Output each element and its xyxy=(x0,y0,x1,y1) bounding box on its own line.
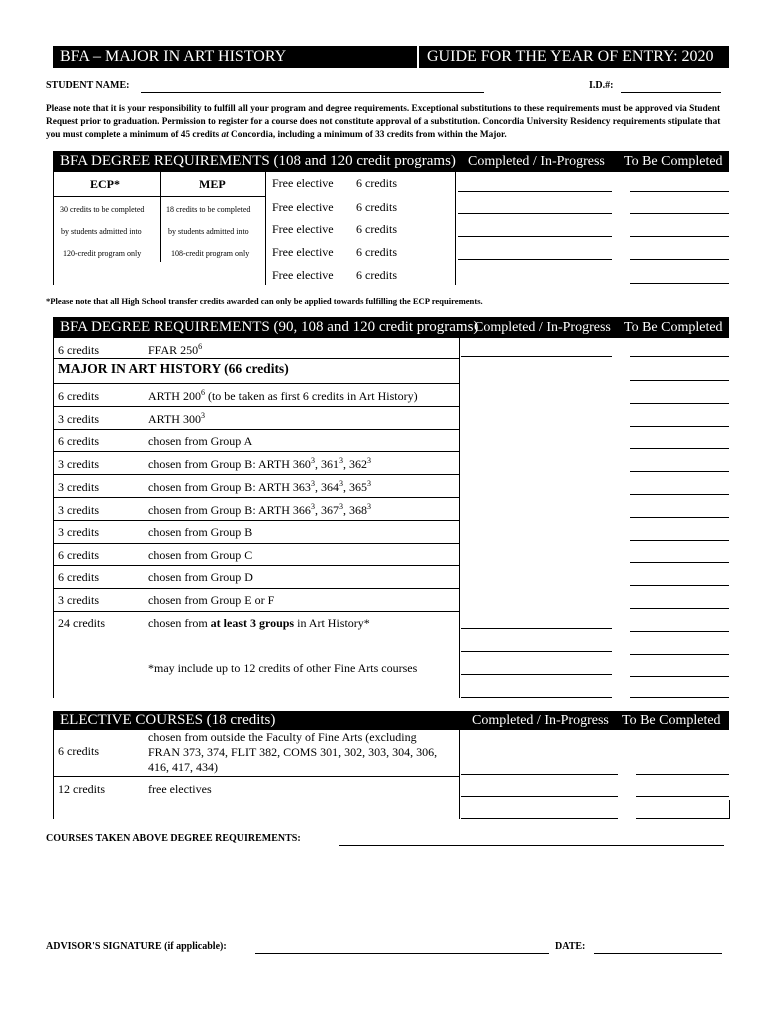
section3-col-tobe: To Be Completed xyxy=(622,713,721,728)
advisor-signature-field[interactable] xyxy=(255,953,549,954)
s2-tobe-field-3[interactable] xyxy=(630,403,729,404)
header-title-left: BFA – MAJOR IN ART HISTORY xyxy=(60,48,287,65)
s2-tobe-field-7[interactable] xyxy=(630,494,729,495)
mep-line-2: by students admitted into xyxy=(168,227,249,236)
free-elective-credits-1: 6 credits xyxy=(356,176,397,190)
free-elective-credits-4: 6 credits xyxy=(356,245,397,259)
major-row-course: ARTH $300^3$ xyxy=(148,411,205,426)
major-row-course: chosen from Group B: ARTH $363^3$, $364^3$, $365^3$ xyxy=(148,479,371,494)
major-row-credits: 6 credits xyxy=(58,548,99,562)
student-name-label: STUDENT NAME: xyxy=(46,80,130,91)
s2-completed-field-5[interactable] xyxy=(461,697,612,698)
section1-header xyxy=(53,151,729,172)
elective-row1-line1: chosen from outside the Faculty of Fine Arts (excluding xyxy=(148,730,417,744)
major-row-credits: 6 credits xyxy=(58,570,99,584)
courses-above-label: COURSES TAKEN ABOVE DEGREE REQUIREMENTS: xyxy=(46,833,301,844)
major-row-course: chosen from Group B: ARTH $360^3$, $361^3$, $362^3$ xyxy=(148,456,371,471)
major-row-course: chosen from Group D xyxy=(148,570,253,584)
student-name-field[interactable] xyxy=(141,92,484,93)
header-title-right: GUIDE FOR THE YEAR OF ENTRY: 2020 xyxy=(427,48,714,65)
s2-tobe-field-2[interactable] xyxy=(630,380,729,381)
s1-completed-field-2[interactable] xyxy=(458,213,612,214)
s2-tobe-field-12[interactable] xyxy=(630,608,729,609)
free-elective-credits-5: 6 credits xyxy=(356,268,397,282)
s1-tobe-field-5[interactable] xyxy=(630,283,729,284)
elective-row1-credits: 6 credits xyxy=(58,744,99,758)
free-elective-3: Free elective xyxy=(272,222,334,236)
free-elective-1: Free elective xyxy=(272,176,334,190)
ecp-line-3: 120-credit program only xyxy=(63,249,142,258)
section2-col-completed: Completed / In-Progress xyxy=(474,320,611,335)
ecp-heading: ECP* xyxy=(90,177,120,191)
major-last-course: chosen from at least 3 groups in Art History* xyxy=(148,616,370,630)
section3-title: ELECTIVE COURSES (18 credits) xyxy=(60,712,276,728)
section3-col-completed: Completed / In-Progress xyxy=(472,713,609,728)
intro-note: Please note that it is your responsibility to fulfill all your program and degree requirements. Exceptional substitutions to these requirements must be approved via Student Request prior to graduation. Permission to register for a course does not constitute approval of a substitution. Concordia University Residency requirements stipulate that you must complete a minimum of 45 credits at Concordia, including a minimum of 33 credits from within the Major. xyxy=(46,104,721,140)
s2-tobe-field-14[interactable] xyxy=(630,654,729,655)
elective-row2-text: free electives xyxy=(148,782,212,796)
s2-tobe-field-1[interactable] xyxy=(630,356,729,357)
major-last-note: *may include up to 12 credits of other Fine Arts courses xyxy=(148,661,418,675)
ecp-line-1: 30 credits to be completed xyxy=(60,205,145,214)
free-elective-4: Free elective xyxy=(272,245,334,259)
s3-completed-field-3[interactable] xyxy=(461,818,618,819)
major-row-course: chosen from Group E or F xyxy=(148,593,275,607)
s3-tobe-field-1[interactable] xyxy=(636,774,729,775)
major-row-course: chosen from Group B: ARTH $366^3$, $367^3$, $368^3$ xyxy=(148,502,371,517)
section1-col-tobe: To Be Completed xyxy=(624,154,723,169)
header-bar xyxy=(53,46,729,68)
free-elective-5: Free elective xyxy=(272,268,334,282)
date-field[interactable] xyxy=(594,953,722,954)
free-elective-2: Free elective xyxy=(272,200,334,214)
major-row-course: ARTH $200^6$ (to be taken as first 6 credits in Art History) xyxy=(148,388,418,403)
s2-tobe-field-4[interactable] xyxy=(630,426,729,427)
elective-row1-line2: FRAN 373, 374, FLIT 382, COMS 301, 302, 303, 304, 306, xyxy=(148,745,438,759)
student-id-field[interactable] xyxy=(621,92,721,93)
major-row-credits: 3 credits xyxy=(58,525,99,539)
s1-tobe-field-3[interactable] xyxy=(630,236,729,237)
major-row-credits: 3 credits xyxy=(58,593,99,607)
date-label: DATE: xyxy=(555,941,586,952)
elective-row1-line3: 416, 417, 434) xyxy=(148,760,218,774)
s2-tobe-field-11[interactable] xyxy=(630,585,729,586)
s1-tobe-field-1[interactable] xyxy=(630,191,729,192)
student-id-label: I.D.#: xyxy=(589,80,614,91)
ffar-credits: 6 credits xyxy=(58,343,99,357)
mep-line-3: 108-credit program only xyxy=(171,249,250,258)
major-row-course: chosen from Group A xyxy=(148,434,253,448)
major-row-credits: 3 credits xyxy=(58,412,99,426)
s2-completed-field-1[interactable] xyxy=(461,356,612,357)
s2-tobe-field-5[interactable] xyxy=(630,448,729,449)
ecp-line-2: by students admitted into xyxy=(61,227,142,236)
s2-tobe-field-10[interactable] xyxy=(630,562,729,563)
section2-header xyxy=(53,317,729,338)
free-elective-credits-3: 6 credits xyxy=(356,222,397,236)
major-row-course: chosen from Group B xyxy=(148,525,253,539)
advisor-signature-label: ADVISOR'S SIGNATURE (if applicable): xyxy=(46,941,227,952)
elective-row2-credits: 12 credits xyxy=(58,782,105,796)
section1-col-completed: Completed / In-Progress xyxy=(468,154,605,169)
s1-tobe-field-4[interactable] xyxy=(630,259,729,260)
s3-completed-field-2[interactable] xyxy=(461,796,618,797)
section3-header xyxy=(53,711,729,730)
s2-tobe-field-6[interactable] xyxy=(630,471,729,472)
major-row-credits: 3 credits xyxy=(58,503,99,517)
s3-tobe-field-2[interactable] xyxy=(636,796,729,797)
s2-tobe-field-16[interactable] xyxy=(630,697,729,698)
ffar-course: FFAR $250^6$ xyxy=(148,342,203,357)
major-row-credits: 3 credits xyxy=(58,457,99,471)
s1-completed-field-3[interactable] xyxy=(458,236,612,237)
free-elective-credits-2: 6 credits xyxy=(356,200,397,214)
s2-tobe-field-9[interactable] xyxy=(630,540,729,541)
major-row-credits: 6 credits xyxy=(58,389,99,403)
s2-completed-field-2[interactable] xyxy=(461,628,612,629)
s2-tobe-field-13[interactable] xyxy=(630,631,729,632)
s3-completed-field-1[interactable] xyxy=(461,774,618,775)
s1-completed-field-4[interactable] xyxy=(458,259,612,260)
s3-tobe-field-3[interactable] xyxy=(636,818,729,819)
major-last-credits: 24 credits xyxy=(58,616,105,630)
s2-tobe-field-15[interactable] xyxy=(630,676,729,677)
s2-tobe-field-8[interactable] xyxy=(630,517,729,518)
s1-completed-field-1[interactable] xyxy=(458,191,612,192)
s1-tobe-field-2[interactable] xyxy=(630,213,729,214)
section2-title: BFA DEGREE REQUIREMENTS (90, 108 and 120 credit programs) xyxy=(60,319,479,335)
major-row-credits: 6 credits xyxy=(58,434,99,448)
courses-above-field[interactable] xyxy=(339,845,724,846)
section1-title: BFA DEGREE REQUIREMENTS (108 and 120 credit programs) xyxy=(60,153,456,169)
mep-line-1: 18 credits to be completed xyxy=(166,205,251,214)
major-title: MAJOR IN ART HISTORY (66 credits) xyxy=(58,361,289,376)
major-row-credits: 3 credits xyxy=(58,480,99,494)
s2-completed-field-4[interactable] xyxy=(461,674,612,675)
section2-col-tobe: To Be Completed xyxy=(624,320,723,335)
mep-heading: MEP xyxy=(199,177,226,191)
ecp-footnote: *Please note that all High School transfer credits awarded can only be applied towards fulfilling the ECP requirements. xyxy=(46,296,483,306)
major-row-course: chosen from Group C xyxy=(148,548,253,562)
s2-completed-field-3[interactable] xyxy=(461,651,612,652)
